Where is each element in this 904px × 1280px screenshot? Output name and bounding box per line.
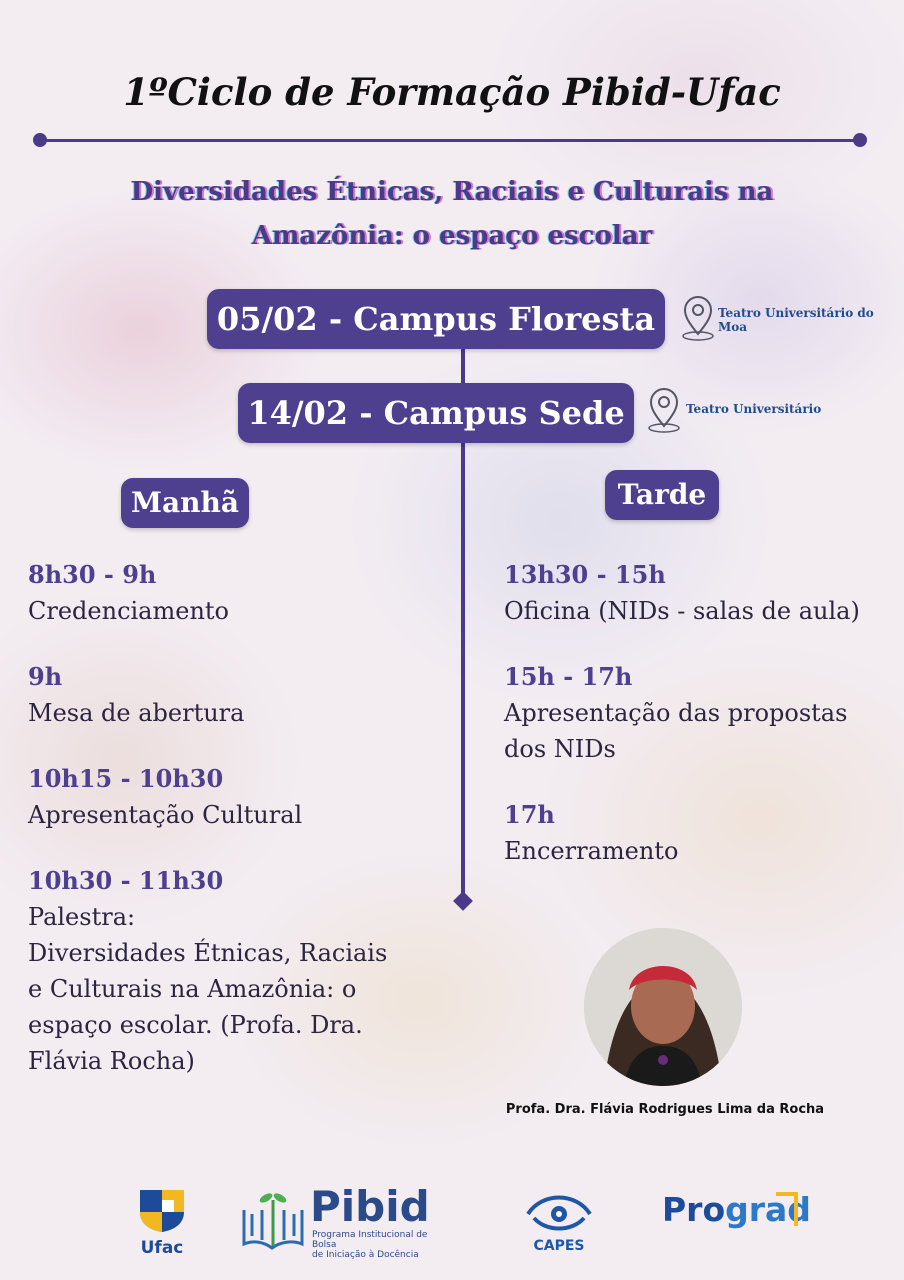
event-subtitle: [60, 170, 844, 258]
schedule-desc: Oficina (NIDs - salas de aula): [504, 597, 860, 625]
morning-schedule: [28, 557, 438, 1109]
schedule-desc-line: Apresentação das propostas: [504, 699, 848, 727]
schedule-time: 8h30 - 9h: [28, 560, 157, 589]
schedule-item: [28, 659, 438, 731]
speaker-photo: [584, 928, 742, 1086]
subtitle-line-1: Diversidades Étnicas, Raciais e Culturais na: [130, 177, 774, 207]
schedule-item: [504, 797, 899, 869]
divider-dot-left: [33, 133, 47, 147]
schedule-time: 15h - 17h: [504, 662, 633, 691]
schedule-desc-line: dos NIDs: [504, 735, 616, 763]
schedule-item: [28, 557, 438, 629]
date-floresta-badge: 05/02 - Campus Floresta: [207, 289, 665, 349]
divider-dot-right: [853, 133, 867, 147]
capes-logo: [524, 1188, 594, 1254]
date-sede-badge: 14/02 - Campus Sede: [238, 383, 634, 443]
schedule-desc-line: Flávia Rocha): [28, 1047, 195, 1075]
schedule-desc-line: Diversidades Étnicas, Raciais: [28, 939, 388, 967]
ufac-shield-icon: [134, 1186, 190, 1234]
afternoon-schedule: [504, 557, 899, 899]
schedule-desc-line: espaço escolar. (Profa. Dra.: [28, 1011, 363, 1039]
title-divider: [40, 139, 860, 142]
schedule-time: 10h30 - 11h30: [28, 866, 224, 895]
page-title: 1ºCiclo de Formação Pibid-Ufac: [123, 70, 781, 114]
location-pin-icon: [678, 294, 718, 342]
pibid-logo-text: Pibid: [310, 1182, 430, 1231]
prograd-text-part: Pro: [662, 1190, 726, 1229]
schedule-item: [28, 761, 438, 833]
ufac-logo: [134, 1186, 190, 1256]
schedule-time: 17h: [504, 800, 555, 829]
prograd-logo: [662, 1186, 811, 1242]
ufac-logo-text: Ufac: [140, 1238, 184, 1258]
schedule-desc-line: e Culturais na Amazônia: o: [28, 975, 357, 1003]
schedule-time: 10h15 - 10h30: [28, 764, 224, 793]
prograd-bracket-icon: [772, 1190, 800, 1230]
schedule-time: 13h30 - 15h: [504, 560, 666, 589]
schedule-desc: Apresentação Cultural: [28, 801, 303, 829]
capes-logo-text: CAPES: [533, 1238, 585, 1254]
schedule-desc: Credenciamento: [28, 597, 229, 625]
pibid-subtitle-line: de Iniciação à Docência: [312, 1250, 419, 1260]
schedule-item: [504, 557, 899, 629]
schedule-desc: Encerramento: [504, 837, 679, 865]
schedule-desc-line: Palestra:: [28, 903, 136, 931]
prograd-text-part: grad: [725, 1190, 811, 1229]
schedule-desc: Mesa de abertura: [28, 699, 245, 727]
venue-floresta: Teatro Universitário do Moa: [718, 306, 874, 334]
location-pin-icon: [644, 386, 684, 434]
book-sprout-icon: [240, 1186, 306, 1252]
schedule-item: [28, 863, 438, 1079]
pibid-logo: [240, 1182, 440, 1260]
capes-eye-icon: [524, 1188, 594, 1234]
venue-sede: Teatro Universitário: [686, 402, 822, 416]
afternoon-label: Tarde: [605, 470, 719, 520]
speaker-caption: Profa. Dra. Flávia Rodrigues Lima da Rocha: [505, 1102, 825, 1117]
schedule-item: [504, 659, 899, 767]
subtitle-line-2: Amazônia: o espaço escolar: [251, 221, 653, 251]
schedule-time: 9h: [28, 662, 63, 691]
pibid-subtitle-line: Programa Institucional de Bolsa: [312, 1230, 428, 1250]
morning-label: Manhã: [121, 478, 249, 528]
pibid-subtitle: [312, 1230, 440, 1260]
